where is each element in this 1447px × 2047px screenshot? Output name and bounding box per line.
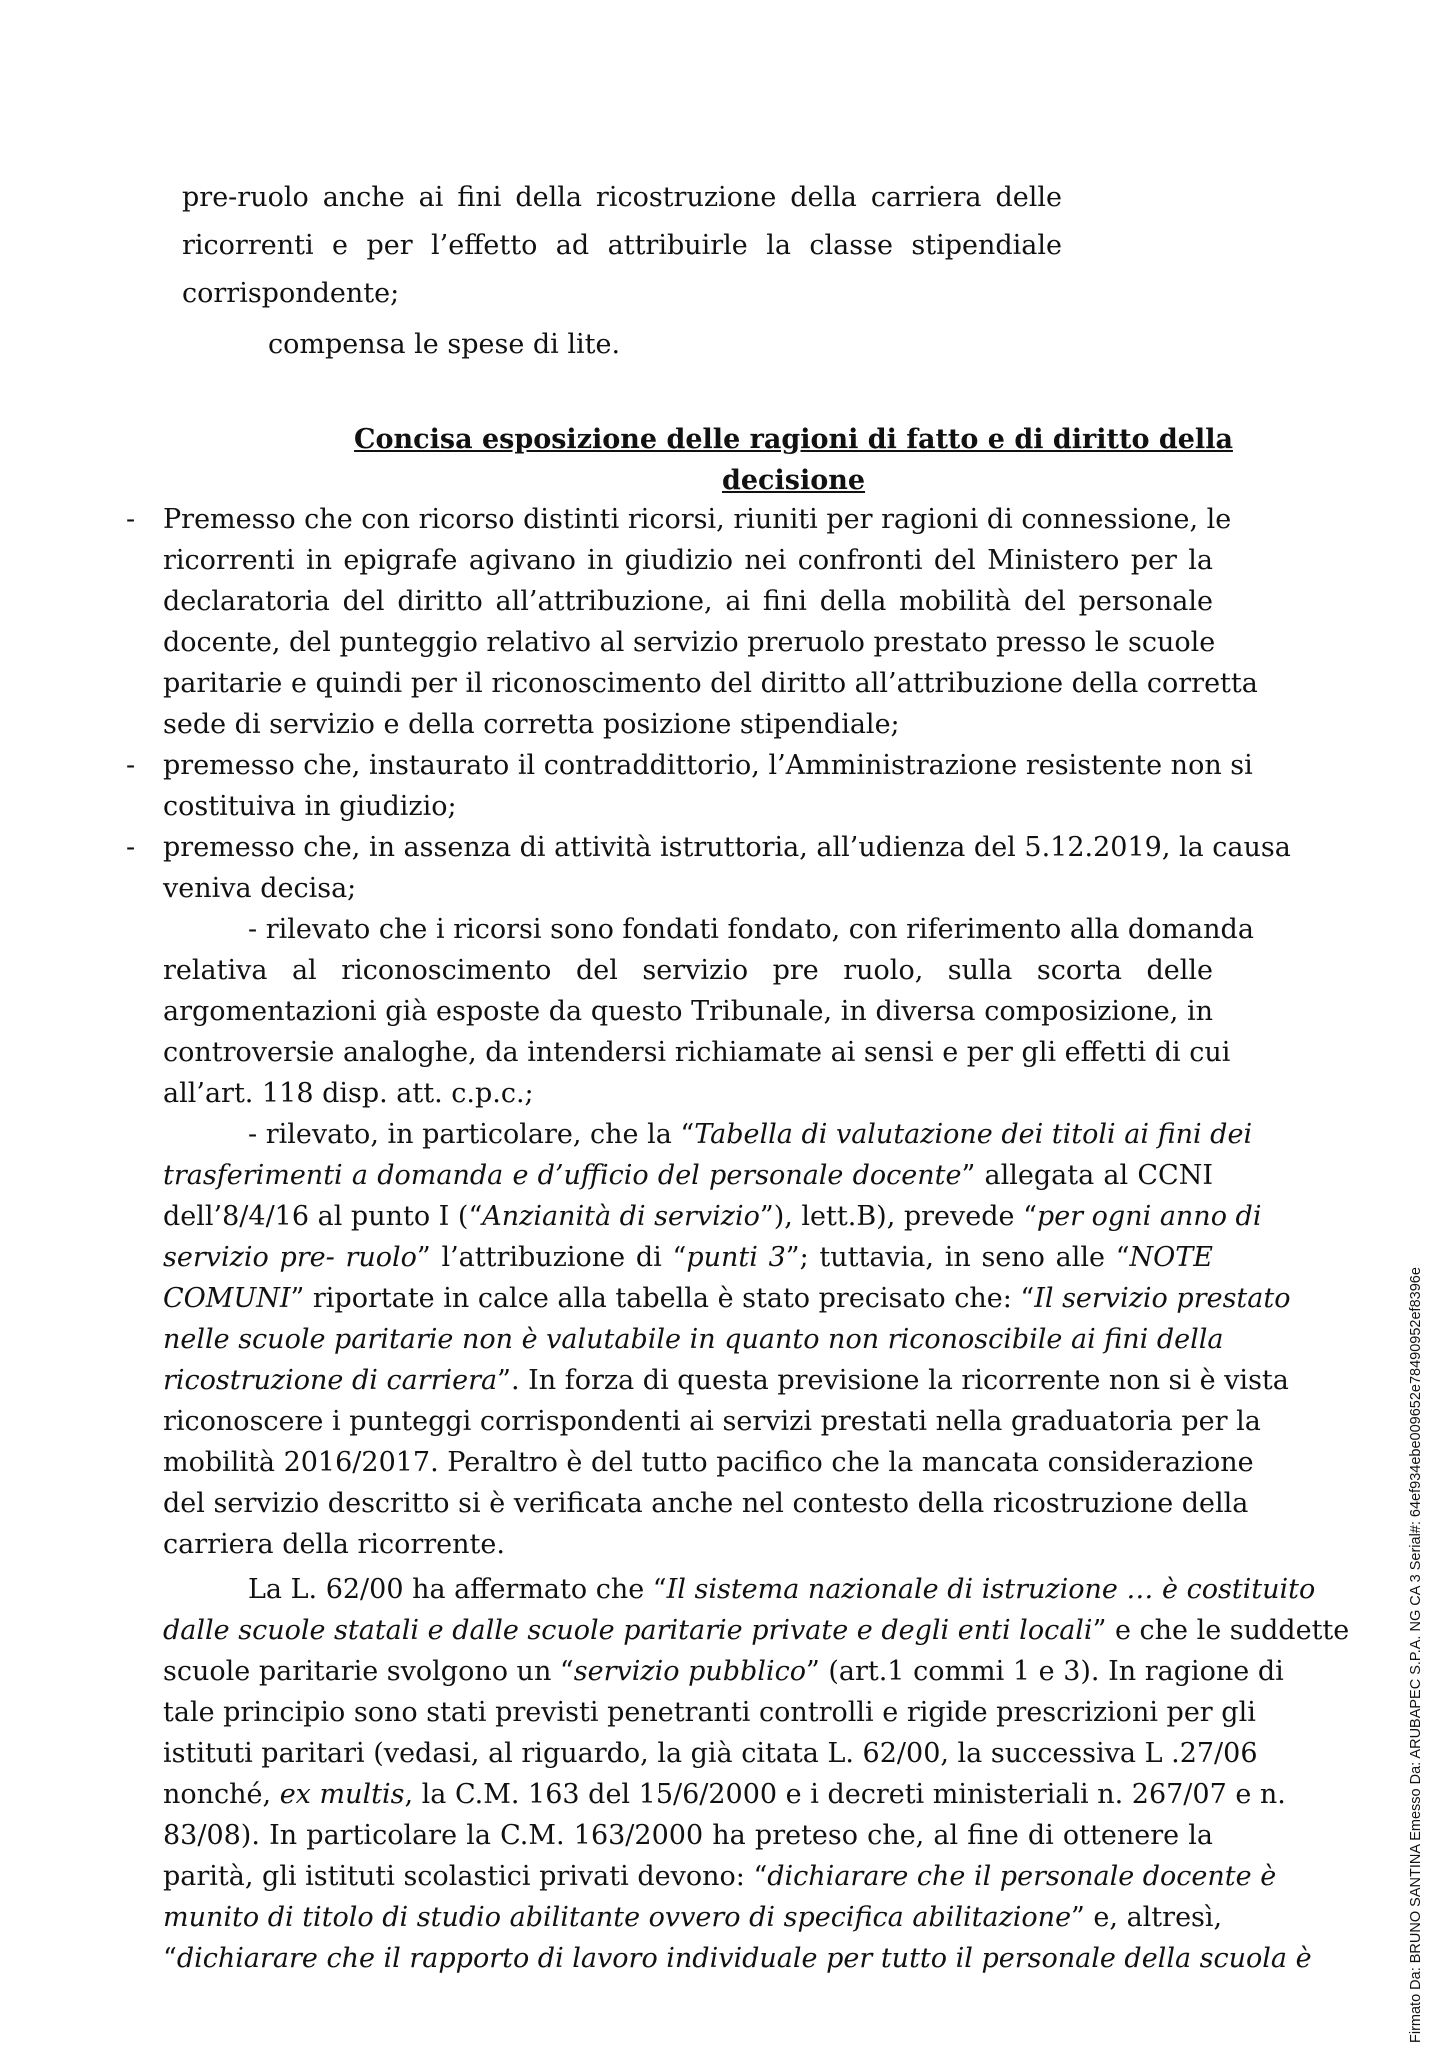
section-heading: Concisa esposizione delle ragioni di fatto e di diritto della xyxy=(354,424,1233,455)
paragraph-line: ricorrenti in epigrafe agivano in giudizio nei confronti del Ministero per la xyxy=(163,545,1213,576)
paragraph-line: riconoscere i punteggi corrispondenti ai servizi prestati nella graduatoria per la xyxy=(163,1406,1261,1437)
paragraph-line: La L. 62/00 ha affermato che “Il sistema nazionale di istruzione … è costituito xyxy=(248,1574,1316,1605)
paragraph-line: premesso che, in assenza di attività istruttoria, all’udienza del 5.12.2019, la causa xyxy=(163,832,1291,863)
paragraph-line: mobilità 2016/2017. Peraltro è del tutto pacifico che la mancata considerazione xyxy=(163,1447,1254,1478)
paragraph-line: “dichiarare che il rapporto di lavoro individuale per tutto il personale della scuola è xyxy=(163,1943,1312,1974)
paragraph-line: argomentazioni già esposte da questo Tribunale, in diversa composizione, in xyxy=(163,996,1213,1027)
paragraph-line: nonché, ex multis, la C.M. 163 del 15/6/2000 e i decreti ministeriali n. 267/07 e n. xyxy=(163,1779,1286,1810)
paragraph-line: dalle scuole statali e dalle scuole paritarie private e degli enti locali” e che le suddette xyxy=(163,1615,1350,1646)
paragraph-line: nelle scuole paritarie non è valutabile in quanto non riconoscibile ai fini della xyxy=(163,1324,1224,1355)
paragraph-line: controversie analoghe, da intendersi richiamate ai sensi e per gli effetti di cui xyxy=(163,1037,1231,1068)
paragraph-line: Premesso che con ricorso distinti ricorsi, riuniti per ragioni di connessione, le xyxy=(163,504,1232,535)
paragraph-line: docente, del punteggio relativo al servizio preruolo prestato presso le scuole xyxy=(163,627,1216,658)
paragraph-line: relativa al riconoscimento del servizio pre ruolo, sulla scorta delle xyxy=(163,955,1213,986)
digital-signature-note: Firmato Da: BRUNO SANTINA Emesso Da: ARUBAPEC S.P.A. NG CA 3 Serial#: 64ef934ebe009652e78490952ef8396e xyxy=(1408,1267,1424,2043)
paragraph-line: servizio pre- ruolo” l’attribuzione di “punti 3”; tuttavia, in seno alle “NOTE xyxy=(163,1242,1213,1273)
paragraph-line: ricostruzione di carriera”. In forza di questa previsione la ricorrente non si è vista xyxy=(163,1365,1289,1396)
paragraph-line: all’art. 118 disp. att. c.p.c.; xyxy=(163,1078,534,1109)
paragraph-line: - rilevato che i ricorsi sono fondati fondato, con riferimento alla domanda xyxy=(248,914,1254,945)
paragraph-line: munito di titolo di studio abilitante ovvero di specifica abilitazione” e, altresì, xyxy=(163,1902,1223,1933)
paragraph-line: tale principio sono stati previsti penetranti controlli e rigide prescrizioni per gli xyxy=(163,1697,1256,1728)
bullet-marker: - xyxy=(126,832,136,863)
paragraph-line: del servizio descritto si è verificata anche nel contesto della ricostruzione della xyxy=(163,1488,1249,1519)
paragraph-line: veniva decisa; xyxy=(163,873,357,904)
paragraph-line: trasferimenti a domanda e d’ufficio del personale docente” allegata al CCNI xyxy=(163,1160,1213,1191)
intro-line: corrispondente; xyxy=(182,278,400,309)
intro-line: ricorrenti e per l’effetto ad attribuirle la classe stipendiale xyxy=(182,230,1062,261)
paragraph-line: parità, gli istituti scolastici privati devono: “dichiarare che il personale docente è xyxy=(163,1861,1277,1892)
section-heading: decisione xyxy=(721,465,866,496)
paragraph-line: scuole paritarie svolgono un “servizio pubblico” (art.1 commi 1 e 3). In ragione di xyxy=(163,1656,1284,1687)
paragraph-line: premesso che, instaurato il contraddittorio, l’Amministrazione resistente non si xyxy=(163,750,1253,781)
paragraph-line: COMUNI” riportate in calce alla tabella è stato precisato che: “Il servizio prestato xyxy=(163,1283,1291,1314)
paragraph-line: dell’8/4/16 al punto I (“Anzianità di servizio”), lett.B), prevede “per ogni anno di xyxy=(163,1201,1262,1232)
paragraph-line: istituti paritari (vedasi, al riguardo, la già citata L. 62/00, la successiva L .27/06 xyxy=(163,1738,1258,1769)
intro-line: compensa le spese di lite. xyxy=(268,329,621,360)
bullet-marker: - xyxy=(126,750,136,781)
paragraph-line: declaratoria del diritto all’attribuzione, ai fini della mobilità del personale xyxy=(163,586,1213,617)
intro-line: pre-ruolo anche ai fini della ricostruzione della carriera delle xyxy=(182,182,1062,213)
paragraph-line: paritarie e quindi per il riconoscimento del diritto all’attribuzione della corretta xyxy=(163,668,1258,699)
paragraph-line: 83/08). In particolare la C.M. 163/2000 ha preteso che, al fine di ottenere la xyxy=(163,1820,1213,1851)
bullet-marker: - xyxy=(126,504,136,535)
paragraph-line: - rilevato, in particolare, che la “Tabella di valutazione dei titoli ai fini dei xyxy=(248,1119,1253,1150)
paragraph-line: costituiva in giudizio; xyxy=(163,791,457,822)
paragraph-line: sede di servizio e della corretta posizione stipendiale; xyxy=(163,709,900,740)
paragraph-line: carriera della ricorrente. xyxy=(163,1529,505,1560)
